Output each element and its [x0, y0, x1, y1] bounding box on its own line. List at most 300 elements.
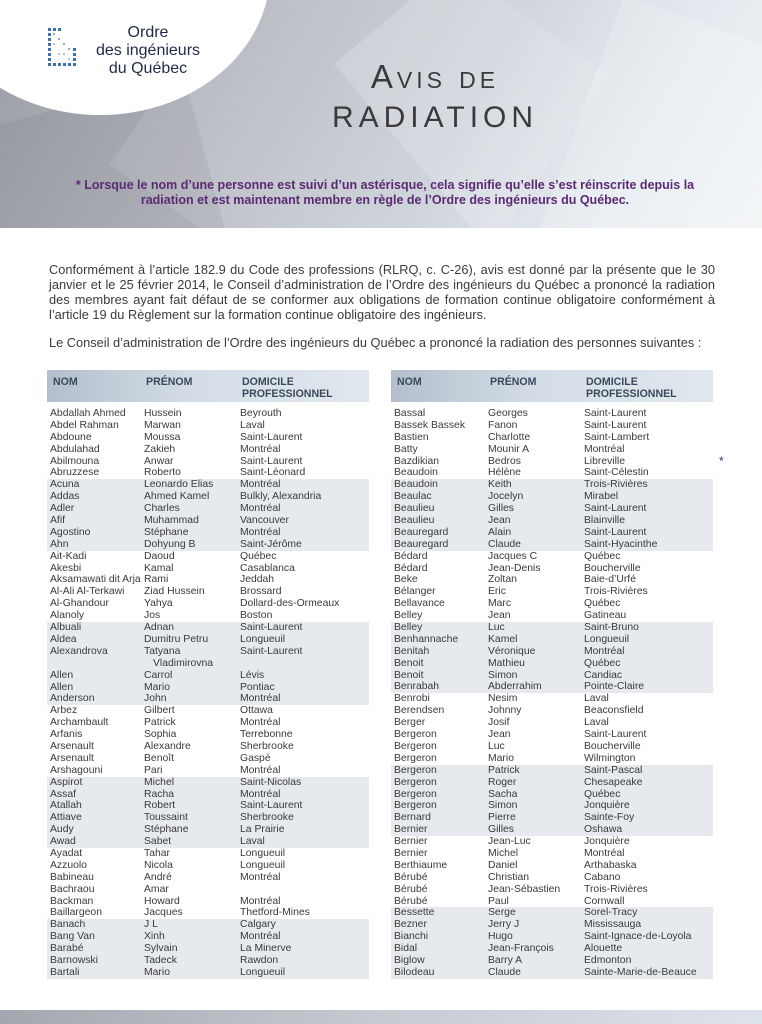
table-row	[47, 444, 369, 456]
table-row	[391, 658, 713, 670]
cell-prenom: Charlotte	[488, 431, 531, 443]
table-row	[391, 705, 713, 717]
table-row	[47, 598, 369, 610]
cell-prenom: Amar	[144, 883, 169, 895]
table-row	[391, 896, 713, 908]
cell-prenom: Sabet	[144, 836, 172, 848]
page-title	[300, 56, 570, 138]
cell-prenom: Hélène	[488, 467, 521, 479]
cell-nom: Bidal	[394, 943, 418, 955]
cell-nom: Bédard	[394, 562, 428, 574]
table-header	[391, 370, 713, 402]
cell-nom: Bezner	[394, 919, 427, 931]
cell-domicile: Lévis	[240, 669, 265, 681]
table-body	[47, 408, 369, 979]
cell-prenom: Georges	[488, 408, 528, 419]
cell-domicile: Montréal	[240, 443, 281, 455]
cell-nom: Abruzzese	[50, 467, 100, 479]
cell-nom: Berthiaume	[394, 859, 448, 871]
cell-nom: Benrobi	[394, 693, 430, 705]
cell-prenom: Marwan	[144, 419, 181, 431]
cell-prenom: Nicola	[144, 859, 173, 871]
cell-nom: Bartali	[50, 966, 80, 978]
cell-domicile: La Prairie	[240, 824, 285, 836]
cell-nom: Arsenault	[50, 740, 94, 752]
cell-domicile: Longueuil	[240, 859, 286, 871]
cell-nom: Arfanis	[50, 729, 83, 741]
cell-nom: Berger	[394, 717, 426, 729]
cell-domicile: Calgary	[240, 919, 276, 931]
table-row	[391, 812, 713, 824]
cell-prenom: Anwar	[144, 455, 174, 467]
cell-nom: Abdel Rahman	[50, 419, 119, 431]
table-row	[391, 765, 713, 777]
table-row	[391, 622, 713, 634]
cell-nom: Abilmouna	[50, 455, 100, 467]
cell-domicile: Saint-Laurent	[584, 503, 647, 515]
cell-prenom: Michel	[144, 776, 175, 788]
cell-prenom: Yahya	[144, 598, 173, 610]
cell-domicile: Boucherville	[584, 562, 641, 574]
cell-nom: Bastien	[394, 431, 429, 443]
cell-prenom: Keith	[488, 479, 512, 491]
cell-prenom: Abderrahim	[488, 681, 542, 693]
cell-prenom: Patrick	[488, 764, 520, 776]
cell-prenom: Jean-Luc	[488, 836, 531, 848]
table-row	[47, 586, 369, 598]
cell-domicile: Montréal	[240, 717, 281, 729]
table-row	[391, 955, 713, 967]
cell-domicile: Saint-Nicolas	[240, 776, 302, 788]
cell-domicile: Québec	[584, 788, 621, 800]
table-row	[391, 574, 713, 586]
cell-domicile: Sherbrooke	[240, 812, 294, 824]
cell-nom: Al-Ghandour	[50, 598, 109, 610]
cell-domicile: Brossard	[240, 586, 282, 598]
cell-nom: Abdallah Ahmed	[50, 408, 126, 419]
cell-domicile: Saint-Laurent	[584, 408, 647, 419]
cell-domicile: Ottawa	[240, 705, 273, 717]
table-row	[391, 777, 713, 789]
column-header-domicile: DOMICILE PROFESSIONNEL	[586, 376, 677, 400]
cell-domicile: Montréal	[584, 443, 625, 455]
table-row	[391, 453, 724, 468]
cell-domicile: Bulkly, Alexandria	[240, 491, 322, 503]
cell-nom: Ahn	[50, 538, 69, 550]
cell-nom: Batty	[394, 443, 418, 455]
cell-domicile: Montréal	[240, 895, 281, 907]
cell-prenom: Jean-Sébastien	[488, 883, 561, 895]
cell-domicile: Rawdon	[240, 954, 279, 966]
cell-prenom: Christian	[488, 871, 529, 883]
table-row	[391, 967, 713, 979]
title-line-1: Avis de	[370, 58, 500, 95]
cell-prenom: André	[144, 871, 172, 883]
cell-nom: Bang Van	[50, 931, 95, 943]
cell-nom: Berendsen	[394, 705, 445, 717]
cell-prenom: Alain	[488, 526, 512, 538]
cell-nom: Anderson	[50, 693, 95, 705]
cell-domicile: Montréal	[240, 526, 281, 538]
cell-prenom: Jocelyn	[488, 491, 524, 503]
cell-prenom: J L	[144, 919, 158, 931]
cell-nom: Abdoune	[50, 431, 92, 443]
cell-nom: Benoit	[394, 657, 424, 669]
cell-domicile: Saint-Léonard	[240, 467, 306, 479]
cell-nom: Bérubé	[394, 871, 428, 883]
cell-prenom: Zoltan	[488, 574, 517, 586]
table-row	[391, 408, 713, 420]
table-row	[47, 812, 369, 824]
cell-domicile: Trois-Rivières	[584, 586, 648, 598]
table-row	[391, 860, 713, 872]
table-row	[47, 872, 369, 884]
table-row	[47, 634, 369, 646]
cell-nom: Benitah	[394, 645, 430, 657]
cell-prenom: Howard	[144, 895, 180, 907]
cell-domicile: Montréal	[584, 645, 625, 657]
cell-prenom: Kamal	[144, 562, 174, 574]
table-row	[47, 408, 369, 420]
cell-nom: Akesbi	[50, 562, 82, 574]
table-row	[47, 848, 369, 860]
cell-domicile: Boston	[240, 610, 273, 622]
logo-line: des ingénieurs	[95, 42, 201, 59]
cell-nom: Albuali	[50, 622, 82, 634]
cell-prenom: Sacha	[488, 788, 518, 800]
cell-nom: Allen	[50, 669, 74, 681]
cell-domicile: Saint-Laurent	[584, 526, 647, 538]
cell-nom: Beaudoin	[394, 479, 438, 491]
cell-nom: Bergeron	[394, 776, 437, 788]
table-row	[391, 717, 713, 729]
table-row	[391, 479, 713, 491]
cell-prenom	[144, 646, 238, 670]
cell-prenom: Jean	[488, 515, 511, 527]
cell-domicile: Montréal	[240, 503, 281, 515]
cell-prenom: Toussaint	[144, 812, 188, 824]
table-row	[391, 515, 713, 527]
cell-domicile: Saint-Ignace-de-Loyola	[584, 931, 692, 943]
cell-prenom: Eric	[488, 586, 506, 598]
cell-domicile: Laval	[584, 717, 609, 729]
cell-nom: Adler	[50, 503, 75, 515]
table-row	[391, 432, 713, 444]
table-row	[391, 919, 713, 931]
cell-prenom: Fanon	[488, 419, 518, 431]
cell-domicile: Montréal	[240, 764, 281, 776]
cell-nom: Arsenault	[50, 752, 94, 764]
cell-domicile: Saint-Laurent	[240, 645, 303, 657]
cell-nom: Ait-Kadi	[50, 550, 87, 562]
cell-prenom: Sylvain	[144, 943, 178, 955]
cell-nom: Allen	[50, 681, 74, 693]
cell-prenom: Stéphane	[144, 824, 189, 836]
cell-nom: Ayadat	[50, 847, 83, 859]
cell-prenom: Claude	[488, 538, 521, 550]
cell-nom: Assaf	[50, 788, 76, 800]
cell-nom: Barabé	[50, 943, 84, 955]
cell-nom: Attiave	[50, 812, 82, 824]
cell-domicile: Mirabel	[584, 491, 619, 503]
logo-wordmark	[88, 24, 208, 78]
cell-domicile: Longueuil	[240, 966, 286, 978]
cell-domicile: Laval	[584, 693, 609, 705]
cell-domicile: Saint-Laurent	[240, 431, 303, 443]
table-row	[391, 681, 713, 693]
reinstated-asterisk: *	[719, 453, 724, 468]
table-row	[47, 741, 369, 753]
table-row	[391, 586, 713, 598]
cell-prenom: Dumitru Petru	[144, 633, 209, 645]
intro-paragraph: Conformément à l’article 182.9 du Code des professions (RLRQ, c. C-26), avis est donné par la présente que le 30 janvier et le 25 février 2014, le Conseil d’administration de l’Ordre des ingénieurs du Québec a prononcé la radiation des membres ayant fait défaut de se conformer aux obligations de formation continue obligatoire conformément à l’article 19 du Règlement sur la formation continue obligatoire des ingénieurs.	[49, 262, 715, 322]
table-row	[391, 598, 713, 610]
cell-nom: Bachraou	[50, 883, 95, 895]
cell-domicile: Casablanca	[240, 562, 295, 574]
table-row	[47, 717, 369, 729]
cell-domicile: Montréal	[240, 871, 281, 883]
cell-prenom: Simon	[488, 669, 518, 681]
cell-domicile: Trois-Rivières	[584, 883, 648, 895]
cell-prenom: Sophia	[144, 729, 177, 741]
cell-prenom: Jean-Denis	[488, 562, 541, 574]
cell-nom: Bassal	[394, 408, 426, 419]
table-row	[47, 467, 369, 479]
table-row	[47, 800, 369, 812]
cell-nom: Bellavance	[394, 598, 445, 610]
cell-prenom-line: Tatyana	[144, 645, 181, 657]
cell-nom: Belley	[394, 622, 423, 634]
table-row	[47, 574, 369, 586]
cell-domicile: Gatineau	[584, 610, 627, 622]
cell-prenom: Xinh	[144, 931, 165, 943]
table-row	[391, 670, 713, 682]
cell-domicile: Edmonton	[584, 954, 632, 966]
cell-domicile: Jonquière	[584, 800, 630, 812]
table-row	[47, 670, 369, 682]
cell-prenom: Bedros	[488, 455, 521, 467]
table-row	[47, 955, 369, 967]
cell-prenom: Ziad Hussein	[144, 586, 205, 598]
table-header	[47, 370, 369, 402]
cell-prenom: Kamel	[488, 633, 518, 645]
cell-domicile: Chesapeake	[584, 776, 643, 788]
cell-domicile: Thetford-Mines	[240, 907, 310, 919]
cell-nom: Beaulac	[394, 491, 432, 503]
cell-nom: Bernard	[394, 812, 431, 824]
cell-nom: Babineau	[50, 871, 94, 883]
cell-domicile: Longueuil	[240, 847, 286, 859]
table-row	[391, 551, 713, 563]
cell-nom: Bergeron	[394, 729, 437, 741]
table-row	[391, 563, 713, 575]
table-row	[391, 729, 713, 741]
cell-prenom: Tadeck	[144, 954, 177, 966]
cell-prenom-continuation: Vladimirovna	[153, 657, 214, 669]
table-row	[391, 907, 713, 919]
cell-nom: Arshagouni	[50, 764, 103, 776]
table-row	[47, 919, 369, 931]
cell-prenom: Gilles	[488, 824, 514, 836]
cell-nom: Beauregard	[394, 538, 449, 550]
cell-prenom: Jacques	[144, 907, 183, 919]
cell-domicile: Saint-Lambert	[584, 431, 650, 443]
cell-domicile: Beaconsfield	[584, 705, 644, 717]
cell-nom: Arbez	[50, 705, 78, 717]
cell-domicile: Saint-Laurent	[584, 419, 647, 431]
table-row	[47, 967, 369, 979]
cell-domicile: Alouette	[584, 943, 623, 955]
cell-domicile: Dollard-des-Ormeaux	[240, 598, 340, 610]
cell-domicile: Laval	[240, 419, 265, 431]
cell-nom: Awad	[50, 836, 76, 848]
table-row	[391, 539, 713, 551]
cell-prenom: Gilles	[488, 503, 514, 515]
cell-prenom: Moussa	[144, 431, 181, 443]
table-row	[391, 527, 713, 539]
table-row	[391, 491, 713, 503]
cell-prenom: Mathieu	[488, 657, 525, 669]
cell-nom: Banach	[50, 919, 86, 931]
cell-domicile: Saint-Laurent	[240, 455, 303, 467]
cell-prenom: Michel	[488, 847, 519, 859]
cell-nom: Azzuolo	[50, 859, 87, 871]
cell-domicile: Québec	[240, 550, 277, 562]
cell-nom: Bessette	[394, 907, 435, 919]
table-row	[391, 741, 713, 753]
cell-domicile: Sainte-Foy	[584, 812, 635, 824]
table-row	[391, 789, 713, 801]
cell-domicile: Saint-Laurent	[240, 800, 303, 812]
table-row	[47, 646, 369, 670]
cell-nom: Afif	[50, 515, 66, 527]
cell-domicile: Cornwall	[584, 895, 625, 907]
cell-prenom: Ahmed Kamel	[144, 491, 210, 503]
cell-nom: Bergeron	[394, 752, 437, 764]
cell-domicile: Sherbrooke	[240, 740, 294, 752]
cell-nom: Al-Ali Al-Terkawi	[50, 586, 125, 598]
cell-domicile: Wilmington	[584, 752, 636, 764]
logo-line: Ordre	[127, 24, 169, 41]
cell-domicile: Montréal	[240, 479, 281, 491]
cell-nom: Aldea	[50, 633, 77, 645]
cell-nom: Bernier	[394, 836, 428, 848]
cell-prenom: Tahar	[144, 847, 170, 859]
cell-prenom: Paul	[488, 895, 509, 907]
cell-nom: Barnowski	[50, 954, 98, 966]
cell-prenom: Mario	[144, 681, 170, 693]
cell-prenom: Mario	[488, 752, 514, 764]
title-line-2: RADIATION	[331, 101, 539, 134]
cell-prenom: Claude	[488, 966, 521, 978]
radiation-table-left	[47, 370, 369, 979]
cell-nom: Beke	[394, 574, 418, 586]
cell-nom: Bernier	[394, 824, 428, 836]
table-row	[47, 456, 369, 468]
cell-nom: Biglow	[394, 954, 425, 966]
table-row	[391, 931, 713, 943]
cell-nom: Aksamawati dit Arja	[50, 574, 141, 586]
cell-nom: Bernier	[394, 847, 428, 859]
cell-nom: Beaulieu	[394, 503, 435, 515]
cell-nom: Bérubé	[394, 895, 428, 907]
cell-nom: Bianchi	[394, 931, 429, 943]
table-row	[391, 884, 713, 896]
cell-nom: Backman	[50, 895, 94, 907]
table-row	[47, 682, 369, 694]
cell-nom: Beaudoin	[394, 467, 438, 479]
cell-nom: Bazdikian	[394, 455, 440, 467]
cell-domicile: Pointe-Claire	[584, 681, 645, 693]
cell-nom: Bélanger	[394, 586, 436, 598]
column-header-domicile: DOMICILE PROFESSIONNEL	[242, 376, 333, 400]
table-row	[47, 563, 369, 575]
cell-prenom: Mounir A	[488, 443, 530, 455]
cell-domicile: Saint-Hyacinthe	[584, 538, 658, 550]
table-row	[391, 610, 713, 622]
table-row	[47, 884, 369, 896]
cell-domicile: Saint-Bruno	[584, 622, 639, 634]
table-row	[47, 622, 369, 634]
cell-prenom: Daoud	[144, 550, 175, 562]
cell-domicile: Saint-Laurent	[240, 622, 303, 634]
table-row	[391, 824, 713, 836]
column-header-prenom: PRÉNOM	[146, 376, 193, 388]
cell-domicile: Saint-Célestin	[584, 467, 649, 479]
cell-nom: Acuna	[50, 479, 80, 491]
table-row	[391, 634, 713, 646]
cell-prenom: Jerry J	[488, 919, 520, 931]
cell-domicile: Vancouver	[240, 515, 289, 527]
cell-nom: Bérubé	[394, 883, 428, 895]
table-row	[47, 777, 369, 789]
cell-domicile: Saint-Pascal	[584, 764, 643, 776]
table-body	[391, 408, 724, 979]
cell-domicile: Québec	[584, 550, 621, 562]
cell-domicile: Blainville	[584, 515, 626, 527]
cell-domicile: Montréal	[240, 931, 281, 943]
cell-domicile: Montréal	[240, 788, 281, 800]
cell-prenom: Robert	[144, 800, 176, 812]
cell-domicile: Sorel-Tracy	[584, 907, 638, 919]
cell-nom: Alexandrova	[50, 645, 108, 657]
cell-prenom: Benoît	[144, 752, 175, 764]
cell-domicile: Cabano	[584, 871, 621, 883]
cell-domicile: Québec	[584, 598, 621, 610]
cell-nom: Aspirot	[50, 776, 83, 788]
table-row	[47, 705, 369, 717]
cell-domicile: Longueuil	[584, 633, 630, 645]
column-header-prenom: PRÉNOM	[490, 376, 537, 388]
cell-prenom: Luc	[488, 622, 505, 634]
table-row	[47, 420, 369, 432]
cell-prenom: Jean	[488, 610, 511, 622]
cell-nom: Bergeron	[394, 764, 437, 776]
table-row	[391, 848, 713, 860]
cell-prenom: Marc	[488, 598, 512, 610]
cell-nom: Beauregard	[394, 526, 449, 538]
cell-prenom: Johnny	[488, 705, 522, 717]
cell-prenom: Barry A	[488, 954, 523, 966]
table-row	[391, 444, 713, 456]
cell-prenom: Daniel	[488, 859, 518, 871]
cell-domicile: Baie-d’Urfé	[584, 574, 636, 586]
intro-text	[49, 262, 715, 363]
cell-prenom: Pari	[144, 764, 163, 776]
table-row	[47, 824, 369, 836]
cell-prenom: Jean-François	[488, 943, 554, 955]
table-row	[391, 836, 713, 848]
